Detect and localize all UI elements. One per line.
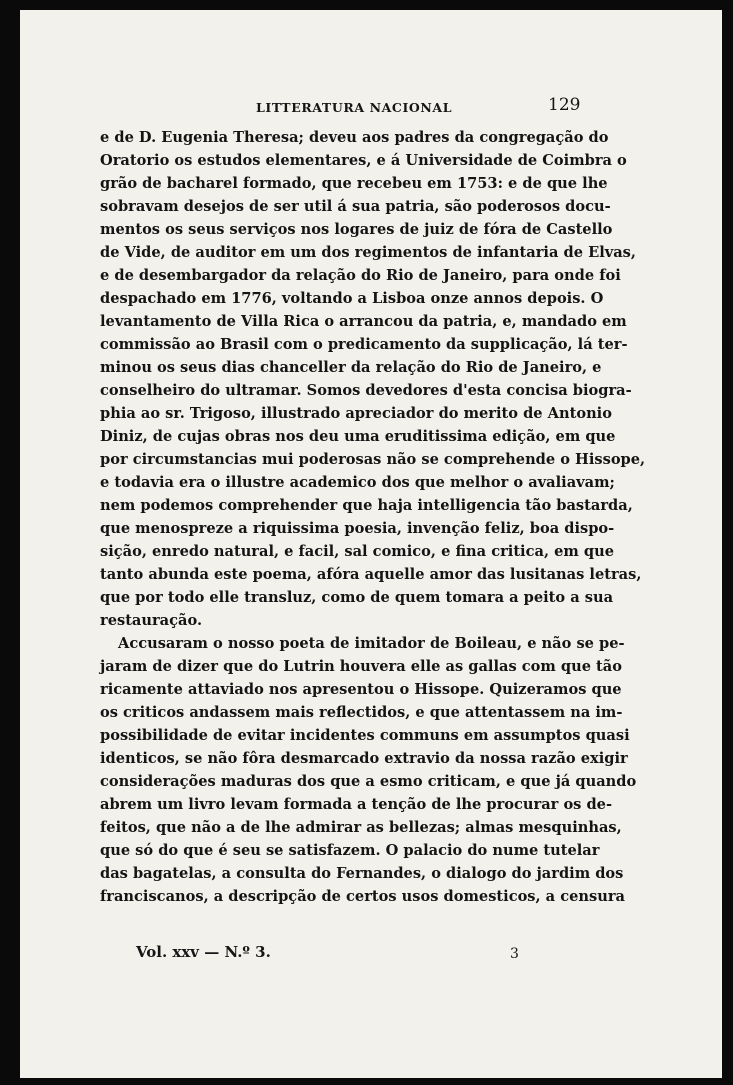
text-line: possibilidade de evitar incidentes communs em assumptos quasi	[100, 727, 630, 744]
text-line: tanto abunda este poema, afóra aquelle amor das lusitanas letras,	[100, 566, 642, 583]
text-line: e todavia era o illustre academico dos que melhor o avaliavam;	[100, 474, 615, 491]
paragraph-2	[100, 632, 637, 908]
text-line: grão de bacharel formado, que recebeu em 1753: e de que lhe	[100, 175, 608, 192]
text-line: conselheiro do ultramar. Somos devedores d'esta concisa biogra-	[100, 382, 632, 399]
book-page	[20, 10, 722, 1078]
text-line: e de desembargador da relação do Rio de Janeiro, para onde foi	[100, 267, 621, 284]
text-line: ricamente attaviado nos apresentou o Hissope. Quizeramos que	[100, 681, 622, 698]
text-line: que por todo elle transluz, como de quem tomara a peito a sua	[100, 589, 614, 606]
text-line: sição, enredo natural, e facil, sal comico, e fina critica, em que	[100, 543, 615, 560]
text-line: que menospreze a riquissima poesia, invenção feliz, boa dispo-	[100, 520, 615, 537]
text-line: restauração.	[100, 612, 203, 629]
text-line: nem podemos comprehender que haja intelligencia tão bastarda,	[100, 497, 633, 514]
text-line: Oratorio os estudos elementares, e á Universidade de Coimbra o	[100, 152, 627, 169]
text-line: identicos, se não fôra desmarcado extravio da nossa razão exigir	[100, 750, 628, 767]
text-line: commissão ao Brasil com o predicamento da supplicação, lá ter-	[100, 336, 628, 353]
text-line: Diniz, de cujas obras nos deu uma eruditissima edição, em que	[100, 428, 616, 445]
text-line: considerações maduras dos que a esmo criticam, e que já quando	[100, 773, 637, 790]
signature-mark: 3	[510, 946, 519, 962]
paragraph-1	[100, 126, 646, 632]
text-line: mentos os seus serviços nos logares de juiz de fóra de Castello	[100, 221, 613, 238]
text-line: abrem um livro levam formada a tenção de lhe procurar os de-	[100, 796, 613, 813]
text-line: das bagatelas, a consulta do Fernandes, o dialogo do jardim dos	[100, 865, 624, 882]
text-line: phia ao sr. Trigoso, illustrado apreciador do merito de Antonio	[100, 405, 612, 422]
text-line: e de D. Eugenia Theresa; deveu aos padres da congregação do	[100, 129, 609, 146]
text-line: jaram de dizer que do Lutrin houvera elle as gallas com que tão	[100, 658, 622, 675]
text-line: de Vide, de auditor em um dos regimentos de infantaria de Elvas,	[100, 244, 636, 261]
text-line: feitos, que não a de lhe admirar as bellezas; almas mesquinhas,	[100, 819, 622, 836]
running-header: LITTERATURA NACIONAL	[256, 100, 453, 115]
text-line: sobravam desejos de ser util á sua patria, são poderosos docu-	[100, 198, 611, 215]
page-number: 129	[548, 95, 581, 115]
text-line: despachado em 1776, voltando a Lisboa onze annos depois. O	[100, 290, 604, 307]
volume-footer: Vol. xxv — N.º 3.	[136, 943, 271, 961]
text-line: por circumstancias mui poderosas não se comprehende o Hissope,	[100, 451, 646, 468]
body-text	[100, 126, 646, 908]
text-line: levantamento de Villa Rica o arrancou da patria, e, mandado em	[100, 313, 627, 330]
text-line: franciscanos, a descripção de certos usos domesticos, a censura	[100, 888, 625, 905]
text-line: Accusaram o nosso poeta de imitador de Boileau, e não se pe-	[118, 635, 625, 652]
text-line: que só do que é seu se satisfazem. O palacio do nume tutelar	[100, 842, 600, 859]
text-line: minou os seus dias chanceller da relação do Rio de Janeiro, e	[100, 359, 602, 376]
text-line: os criticos andassem mais reflectidos, e que attentassem na im-	[100, 704, 623, 721]
